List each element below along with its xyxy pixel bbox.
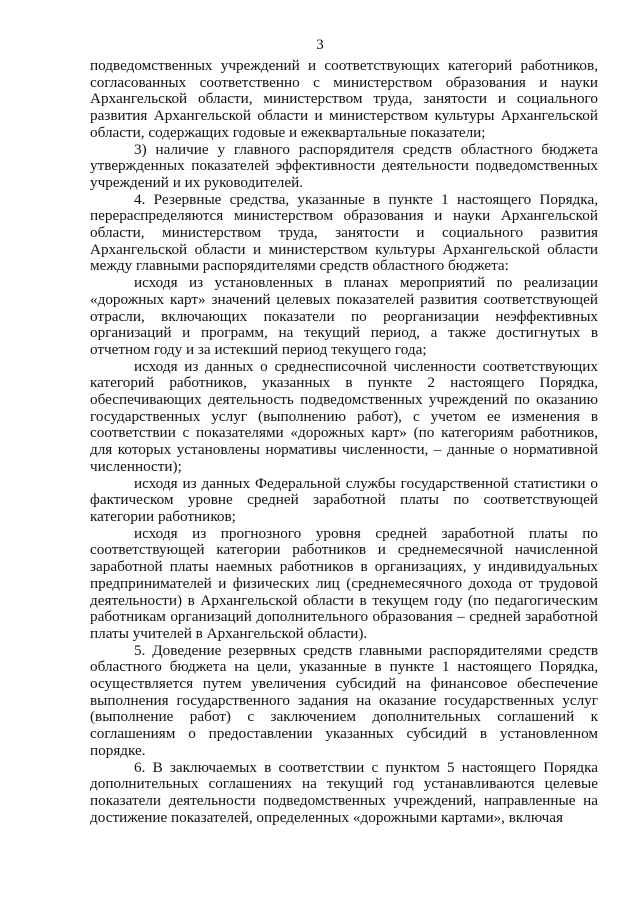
paragraph-section-4: 4. Резервные средства, указанные в пункте 1 настоящего Порядка, перераспределяются министерством образования и науки Архангельской области, министерством труда, занятости и социального развития Архангельской области и министерством культуры Архангельской области между главными распорядителями средств областного бюджета: xyxy=(90,190,598,275)
page-number: 3 xyxy=(316,37,324,53)
paragraph-criterion-1: исходя из установленных в планах мероприятий по реализации «дорожных карт» значений целевых показателей развития соответствующей отрасли, включающих показатели по реорганизации неэффективных организаций и программ, на текущий период, а также достигнутых в отчетном году и за истекший период текущего года; xyxy=(90,274,598,358)
paragraph-section-5: 5. Доведение резервных средств главными распорядителями средств областного бюджета на цели, указанные в пункте 1 настоящего Порядка, осуществляется путем увеличения субсидий на финансовое обеспечение выполнения государственного задания на оказание государственных услуг (выполнение работ) с заключением дополнительных соглашений к соглашениям о предоставлении указанных субсидий в установленном порядке. xyxy=(90,641,598,759)
paragraph-criterion-2: исходя из данных о среднесписочной численности соответствующих категорий работников, указанных в пункте 2 настоящего Порядка, обеспечивающих деятельность подведомственных учреждений по оказанию государственных услуг (выполнению работ), с учетом ее изменения в соответствии с показателями «дорожных карт» (по категориям работников, для которых установлены нормативы численности, – данные о нормативной численности); xyxy=(90,357,598,475)
paragraph-continuation: подведомственных учреждений и соответствующих категорий работников, согласованных соответственно с министерством образования и науки Архангельской области, министерством труда, занятости и социального развития Архангельской области и министерством культуры Архангельской области, содержащих годовые и ежеквартальные показатели; xyxy=(90,57,598,141)
paragraph-item-3: 3) наличие у главного распорядителя средств областного бюджета утвержденных показателей эффективности деятельности подведомственных учреждений и их руководителей. xyxy=(90,140,598,191)
paragraph-criterion-3: исходя из данных Федеральной службы государственной статистики о фактическом уровне средней заработной платы по соответствующей категории работников; xyxy=(90,474,598,525)
paragraph-criterion-4: исходя из прогнозного уровня средней заработной платы по соответствующей категории работников и среднемесячной начисленной заработной платы наемных работников в организациях, у индивидуальных предпринимателей и физических лиц (среднемесячного дохода от трудовой деятельности) в Архангельской области в текущем году (по педагогическим работникам организаций дополнительного образования – средней заработной платы учителей в Архангельской области). xyxy=(90,524,598,642)
document-body xyxy=(90,58,598,826)
paragraph-section-6: 6. В заключаемых в соответствии с пунктом 5 настоящего Порядка дополнительных соглашениях на текущий год устанавливаются целевые показатели деятельности подведомственных учреждений, направленные на достижение показателей, определенных «дорожными картами», включая xyxy=(90,758,598,826)
